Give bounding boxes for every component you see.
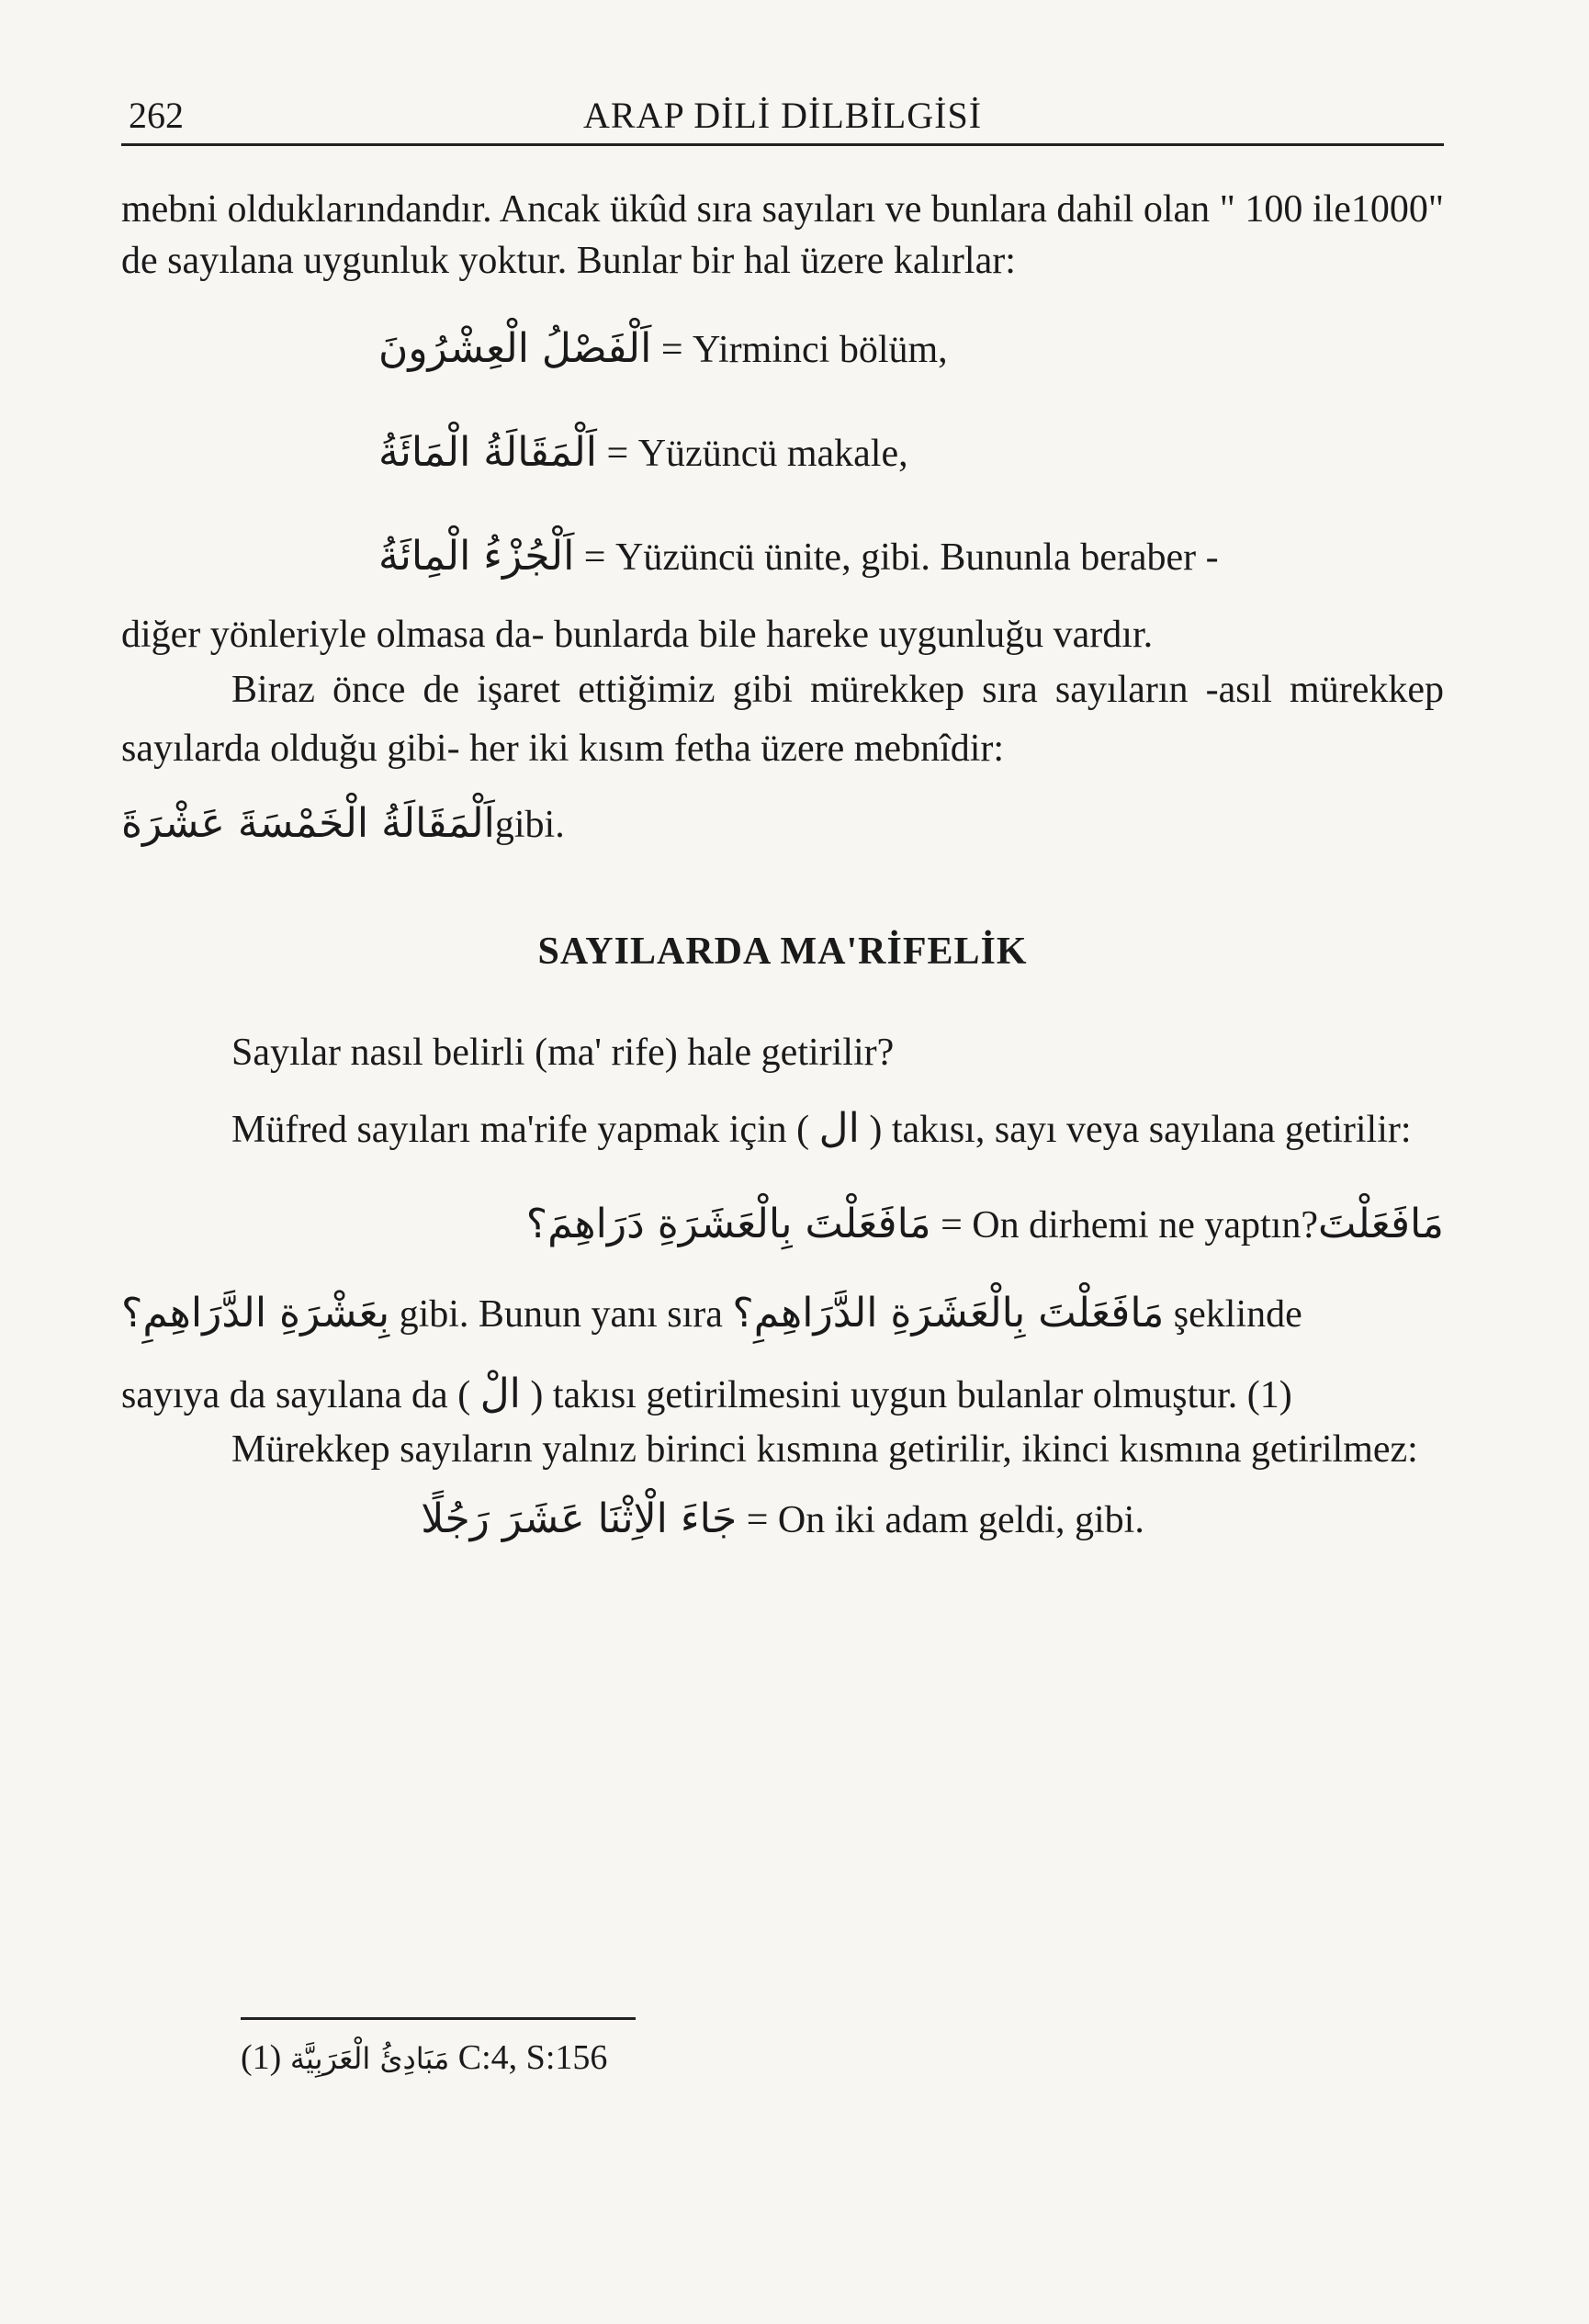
arabic-text: اَلْمَقَالَةُ الْخَمْسَةَ عَشْرَةَ	[121, 800, 495, 847]
arabic-particle: ال	[818, 1105, 860, 1152]
paragraph-7	[121, 1366, 1444, 1424]
arabic-text: مَافَعَلْتَ بِالْعَشَرَةِ دَرَاهِمَ؟	[525, 1201, 931, 1247]
paragraph-8: Mürekkep sayıların yalnız birinci kısmına getirilir, ikinci kısmına getirilmez:	[231, 1428, 1418, 1471]
example-5	[121, 1180, 1444, 1269]
translation-text: = On iki adam geldi, gibi.	[746, 1499, 1144, 1541]
page-body	[121, 184, 1444, 1564]
running-title: ARAP DİLİ DİLBİLGİSİ	[582, 95, 983, 136]
arabic-text: جَاءَ الْاِثْنَا عَشَرَ رَجُلًا	[421, 1495, 738, 1542]
example-2	[378, 401, 1444, 505]
arabic-text: اَلْمَقَالَةُ الْمَائَةُ	[378, 429, 598, 476]
translation-text: gibi.	[494, 804, 565, 846]
paragraph-5	[121, 1099, 1444, 1160]
text-run: ) takısı, sayı veya sayılana getirilir:	[869, 1109, 1412, 1151]
translation-text: = On dirhemi ne yaptın?	[941, 1204, 1318, 1247]
arabic-text: بِعَشْرَةِ الدَّرَاهِمِ؟	[121, 1290, 390, 1337]
footnote-source-arabic: مَبَادِئُ الْعَرَبِيَّة	[289, 2041, 450, 2076]
paragraph-6	[121, 1269, 1444, 1359]
example-3	[378, 505, 1444, 609]
section-heading: SAYILARDA MA'RİFELİK	[537, 931, 1028, 973]
text-run: gibi. Bunun yanı sıra	[399, 1293, 723, 1336]
example-1	[378, 298, 1444, 401]
text-run: sayıya da sayılana da (	[121, 1374, 471, 1416]
text-run: ) takısı getirilmesini uygun bulanlar olmuştur. (1)	[530, 1374, 1292, 1416]
arabic-text: اَلْجُزْءُ الْمِائَةُ	[378, 533, 575, 580]
example-6	[121, 1475, 1444, 1564]
paragraph-3: Biraz önce de işaret ettiğimiz gibi mürekkep sıra sayıların -asıl mürekkep sayılarda olduğu gibi- her iki kısım fetha üzere mebnîdir:	[121, 669, 1444, 770]
footnote-reference: C:4, S:156	[457, 2038, 608, 2077]
page-header	[121, 90, 1444, 146]
example-4	[121, 791, 1444, 858]
paragraph-1: mebni olduklarındandır. Ancak ükûd sıra sayıları ve bunlara dahil olan " 100 ile1000" de sayılana uygunluk yoktur. Bunlar bir hal üzere kalırlar:	[121, 188, 1444, 282]
translation-text: = Yüzüncü makale,	[606, 433, 908, 475]
arabic-text: اَلْفَصْلُ الْعِشْرُونَ	[378, 325, 652, 372]
footnote-divider	[241, 2017, 636, 2020]
translation-text: = Yüzüncü ünite, gibi. Bununla beraber -	[583, 536, 1219, 579]
page-number: 262	[129, 95, 184, 136]
text-run: Müfred sayıları ma'rife yapmak için (	[231, 1109, 810, 1151]
arabic-particle: الْ	[479, 1371, 521, 1417]
paragraph-4: Sayılar nasıl belirli (ma' rife) hale getirilir?	[231, 1032, 895, 1074]
footnote-marker: (1)	[241, 2038, 282, 2077]
text-run: şeklinde	[1173, 1293, 1302, 1336]
translation-text: = Yirminci bölüm,	[660, 329, 948, 371]
footnote	[241, 2037, 607, 2078]
arabic-text: مَافَعَلْتَ بِالْعَشَرَةِ الدَّرَاهِمِ؟	[732, 1290, 1165, 1337]
paragraph-2: diğer yönleriyle olmasa da- bunlarda bile hareke uygunluğu vardır.	[121, 614, 1154, 656]
arabic-text: مَافَعَلْتَ	[1317, 1201, 1444, 1247]
